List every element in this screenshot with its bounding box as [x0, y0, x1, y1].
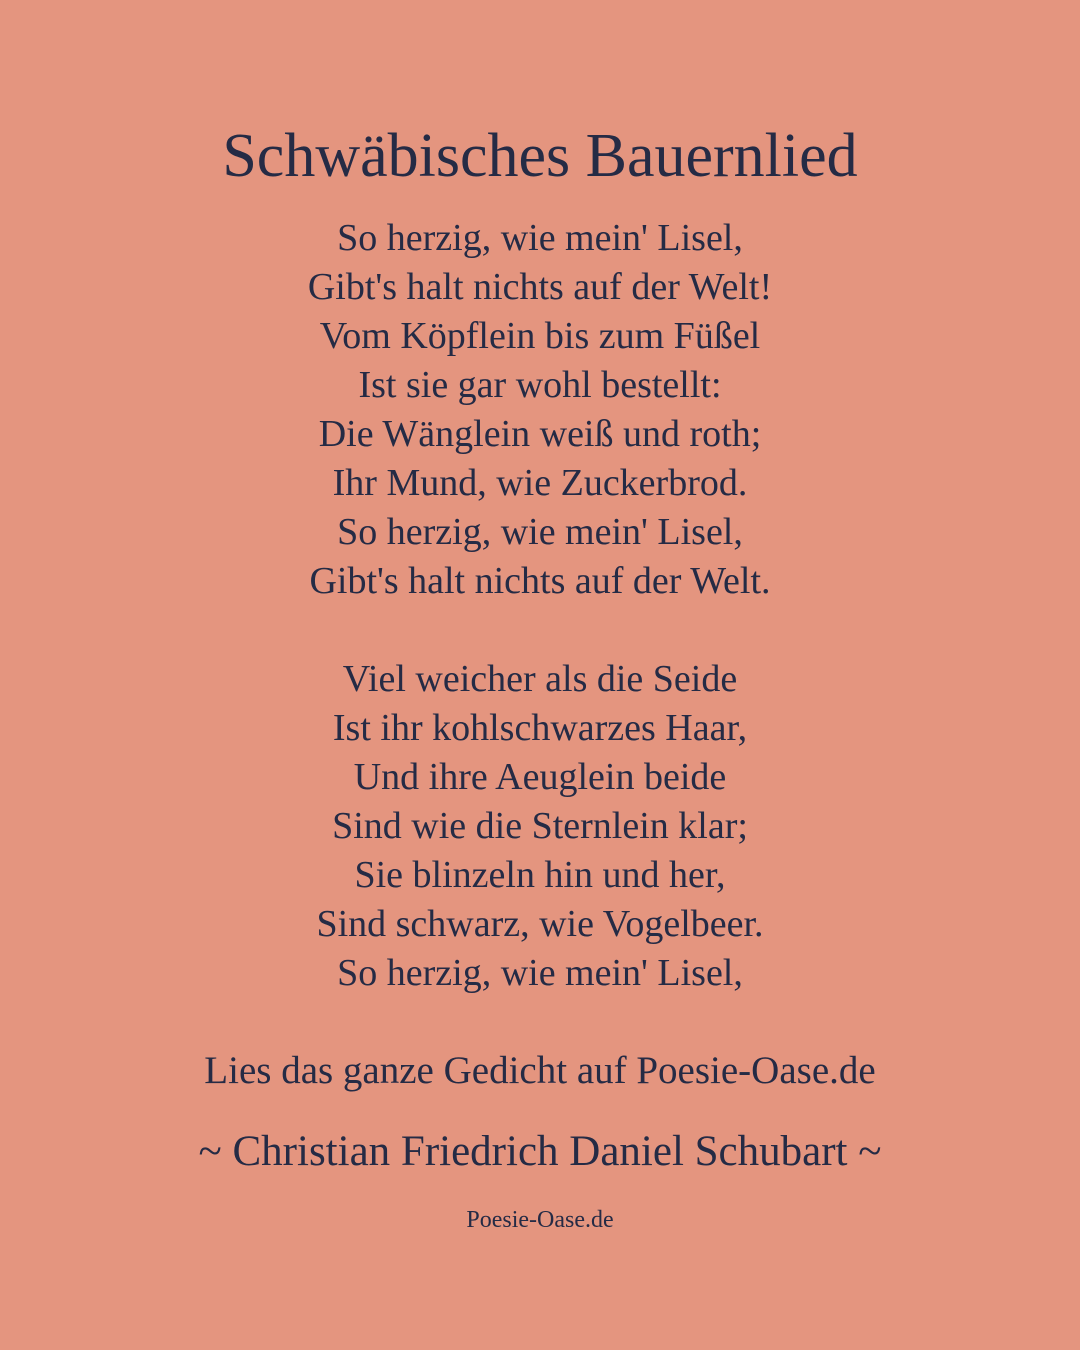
- poem-line: Viel weicher als die Seide: [342, 658, 738, 700]
- site-watermark: Poesie-Oase.de: [466, 1207, 614, 1233]
- poem-line: Die Wänglein weiß und roth;: [318, 413, 762, 455]
- poem-line: Ihr Mund, wie Zuckerbrod.: [332, 462, 748, 504]
- poem-title: Schwäbisches Bauernlied: [222, 122, 858, 190]
- poem-line: Gibt's halt nichts auf der Welt.: [309, 560, 771, 602]
- read-full-poem-text: Lies das ganze Gedicht auf Poesie-Oase.de: [204, 1049, 876, 1092]
- poem-line: So herzig, wie mein' Lisel,: [337, 217, 743, 259]
- poem-line: Sind wie die Sternlein klar;: [332, 805, 748, 847]
- poem-line: Vom Köpflein bis zum Füßel: [319, 315, 761, 357]
- poem-body: [0, 214, 1080, 998]
- author-name: ~ Christian Friedrich Daniel Schubart ~: [198, 1128, 882, 1175]
- stanza-2: [0, 655, 1080, 998]
- poem-line: Und ihre Aeuglein beide: [353, 756, 727, 798]
- poem-line: So herzig, wie mein' Lisel,: [337, 511, 743, 553]
- poem-line: So herzig, wie mein' Lisel,: [337, 952, 743, 994]
- poem-line: Ist sie gar wohl bestellt:: [358, 364, 722, 406]
- poem-line: Sind schwarz, wie Vogelbeer.: [316, 903, 764, 945]
- poem-line: Ist ihr kohlschwarzes Haar,: [332, 707, 748, 749]
- poem-line: Sie blinzeln hin und her,: [354, 854, 726, 896]
- stanza-1: [0, 214, 1080, 606]
- poem-line: Gibt's halt nichts auf der Welt!: [307, 266, 773, 308]
